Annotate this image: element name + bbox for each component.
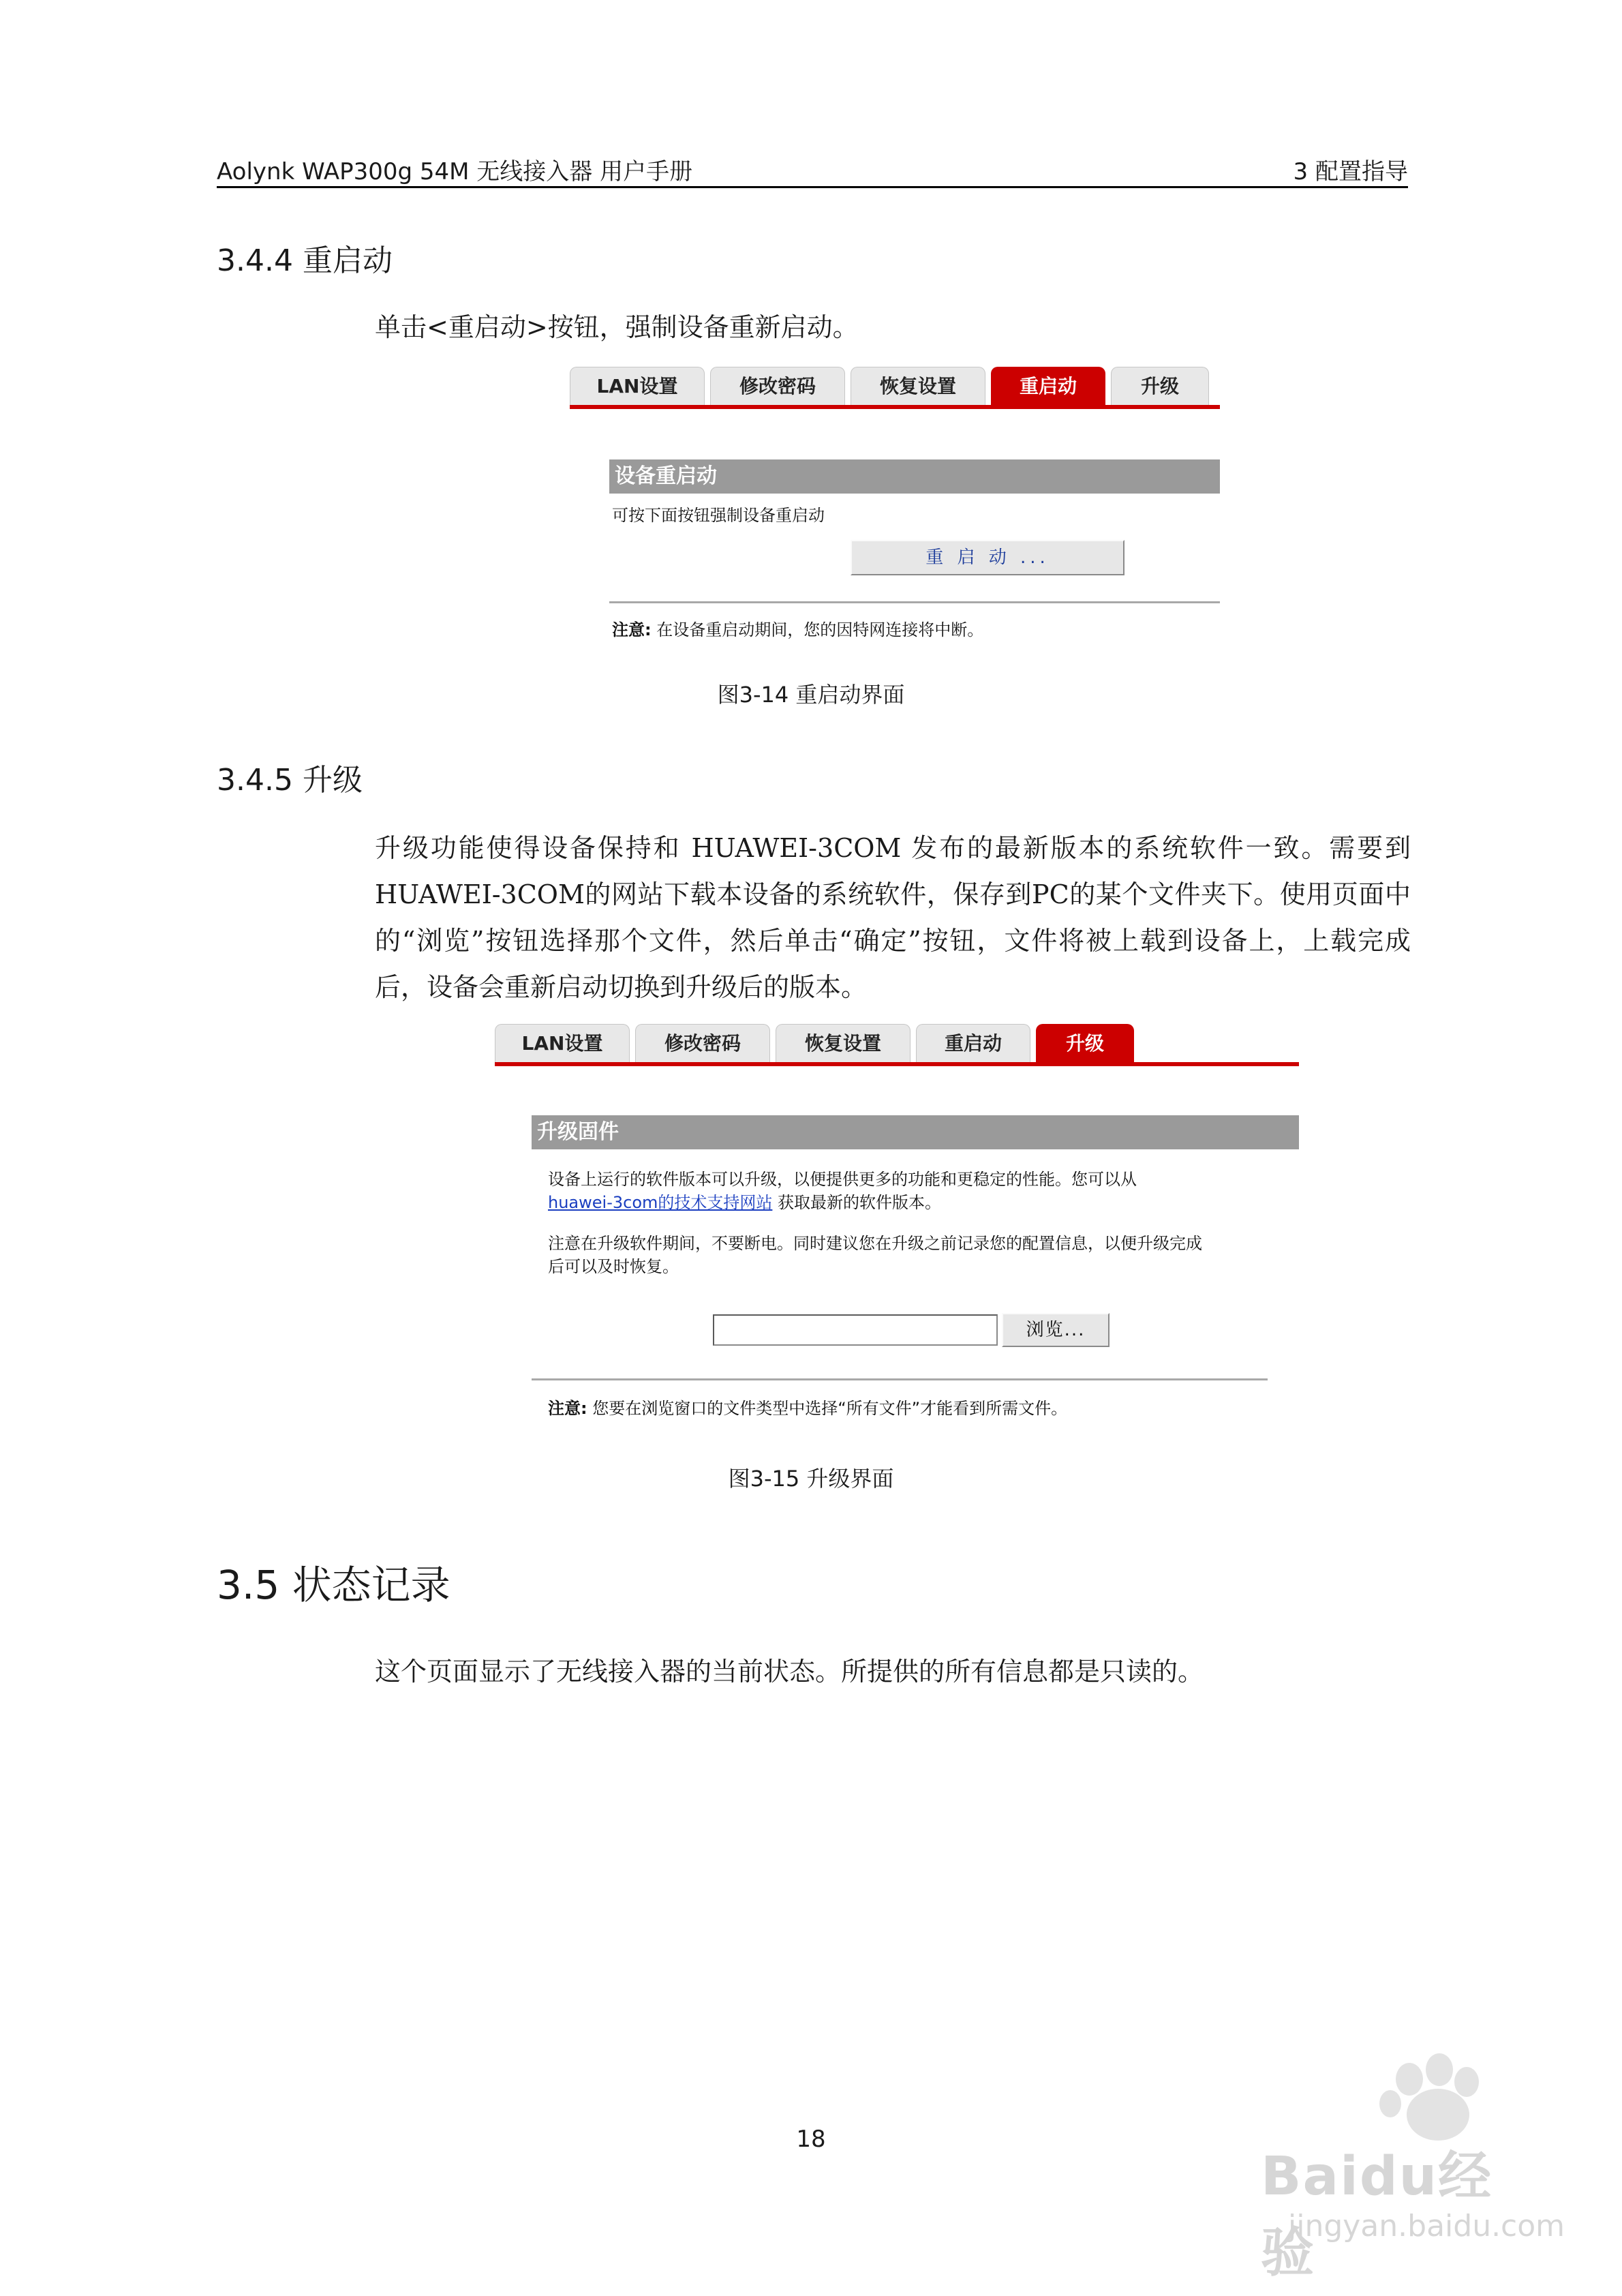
section-3-4-4-heading: 3.4.4 重启动 [217, 243, 393, 278]
tab-lan-settings[interactable]: LAN设置 [570, 367, 705, 406]
reboot-note [612, 616, 983, 640]
upgrade-ui-screenshot [495, 1024, 1299, 1437]
support-site-link[interactable]: huawei-3com的技术支持网站 [548, 1193, 773, 1212]
tab-underline [495, 1062, 1299, 1066]
upgrade-description-line2 [548, 1189, 941, 1213]
upgrade-warning-line2: 后可以及时恢复。 [548, 1257, 679, 1276]
upgrade-divider [532, 1378, 1268, 1380]
firmware-file-input[interactable] [713, 1314, 998, 1346]
reboot-note-text: 在设备重启动期间，您的因特网连接将中断。 [656, 620, 984, 639]
watermark-url: jingyan.baidu.com [1288, 2209, 1565, 2244]
figure-3-15-caption: 图3-15 升级界面 [728, 1466, 894, 1492]
tab-upgrade[interactable]: 升级 [1036, 1024, 1134, 1063]
reboot-divider [609, 601, 1220, 603]
watermark-brand: Baidu经验 [1261, 2146, 1493, 2284]
tab-restore-settings[interactable]: 恢复设置 [851, 367, 985, 406]
tab-reboot[interactable]: 重启动 [991, 367, 1105, 406]
reboot-note-label: 注意: [612, 620, 652, 639]
running-header-chapter: 3 配置指导 [1293, 158, 1408, 185]
baidu-watermark [1247, 2052, 1565, 2284]
upgrade-note-text: 您要在浏览窗口的文件类型中选择“所有文件”才能看到所需文件。 [592, 1399, 1068, 1418]
upgrade-tab-bar [495, 1024, 1134, 1063]
browse-button[interactable]: 浏览... [1002, 1313, 1110, 1347]
upgrade-description-line1: 设备上运行的软件版本可以升级，以便提供更多的功能和更稳定的性能。您可以从 [548, 1170, 1137, 1189]
section-3-4-5-paragraph: 升级功能使得设备保持和 HUAWEI-3COM 发布的最新版本的系统软件一致。需要到HUAWEI-3COM的网站下载本设备的系统软件，保存到PC的某个文件夹下。使用页面中的“浏览”按钮选择那个文件，然后单击“确定”按钮，文件将被上载到设备上，上载完成后，设备会重新启动切换到升级后的版本。 [375, 833, 1411, 1002]
section-3-4-5-heading: 3.4.5 升级 [217, 763, 363, 798]
section-3-4-4-paragraph: 单击<重启动>按钮，强制设备重新启动。 [375, 312, 859, 342]
tab-restore-settings[interactable]: 恢复设置 [776, 1024, 911, 1063]
section-3-5-paragraph: 这个页面显示了无线接入器的当前状态。所提供的所有信息都是只读的。 [375, 1657, 1204, 1687]
tab-upgrade[interactable]: 升级 [1111, 367, 1209, 406]
upgrade-warning-line1: 注意在升级软件期间，不要断电。同时建议您在升级之前记录您的配置信息，以便升级完成 [548, 1234, 1202, 1253]
section-3-5-heading: 3.5 状态记录 [217, 1562, 450, 1608]
reboot-ui-screenshot [570, 367, 1220, 653]
upgrade-note [548, 1395, 1067, 1419]
reboot-description: 可按下面按钮强制设备重启动 [612, 506, 825, 525]
running-header-title: Aolynk WAP300g 54M 无线接入器 用户手册 [217, 158, 693, 185]
page-number: 18 [796, 2126, 826, 2153]
header-rule [217, 186, 1408, 188]
upgrade-section-title: 升级固件 [532, 1115, 1299, 1149]
reboot-section-title: 设备重启动 [609, 459, 1220, 494]
reboot-tab-bar [570, 367, 1209, 406]
tab-lan-settings[interactable]: LAN设置 [495, 1024, 630, 1063]
figure-3-14-caption: 图3-14 重启动界面 [717, 682, 905, 708]
upgrade-description-line2-suffix: 获取最新的软件版本。 [772, 1193, 942, 1212]
tab-change-password[interactable]: 修改密码 [635, 1024, 770, 1063]
upgrade-note-label: 注意: [548, 1399, 587, 1418]
tab-change-password[interactable]: 修改密码 [710, 367, 845, 406]
tab-underline [570, 405, 1220, 409]
reboot-button[interactable]: 重 启 动 ... [851, 540, 1124, 575]
tab-reboot[interactable]: 重启动 [916, 1024, 1030, 1063]
